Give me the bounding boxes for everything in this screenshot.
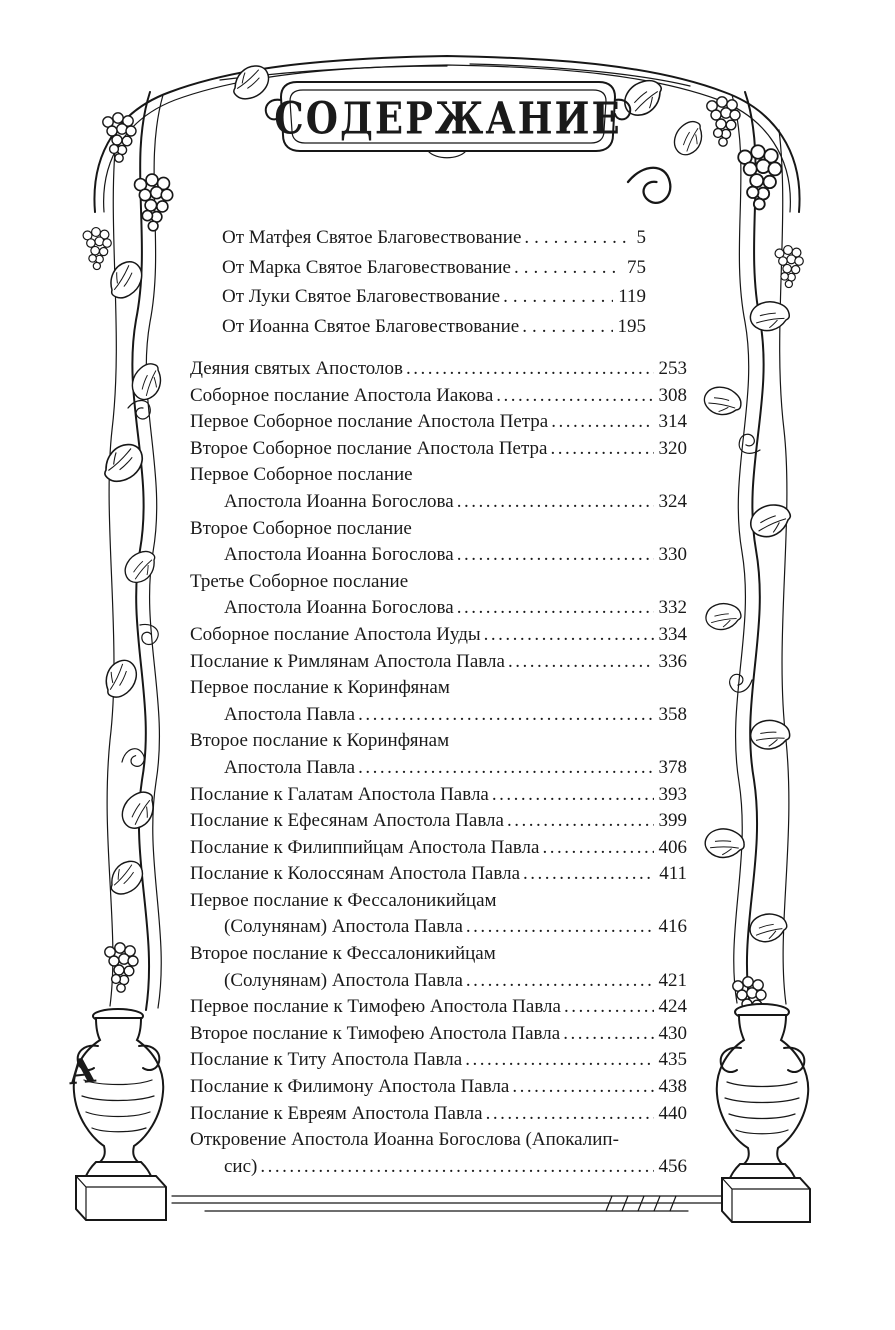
toc-row bbox=[190, 516, 687, 543]
toc-entry-title: Послание к Колоссянам Апостола Павла bbox=[190, 863, 521, 885]
dot-leader bbox=[465, 1047, 653, 1074]
dot-leader bbox=[457, 542, 654, 569]
right-vine-column bbox=[700, 92, 804, 1026]
toc-entry-title: Апостола Павла bbox=[224, 703, 356, 725]
toc-page-number: 411 bbox=[659, 863, 687, 885]
toc-row bbox=[190, 569, 687, 596]
gospels-list bbox=[222, 223, 646, 341]
toc-entry-title: (Солунянам) Апостола Павла bbox=[224, 916, 463, 938]
toc-entry-title: Второе послание к Коринфянам bbox=[190, 730, 450, 752]
toc-page-number: 330 bbox=[658, 544, 687, 566]
left-vase bbox=[74, 1009, 166, 1220]
dot-leader bbox=[522, 312, 612, 342]
toc-row bbox=[190, 1074, 687, 1101]
toc-row bbox=[190, 888, 687, 915]
dot-leader bbox=[508, 649, 654, 676]
toc-entry-title: Откровение Апостола Иоанна Богослова (Апокалип- bbox=[190, 1129, 619, 1151]
toc-entry-title: Первое послание к Тимофею Апостола Павла bbox=[190, 996, 561, 1018]
toc-page-number: 336 bbox=[658, 650, 687, 672]
dot-leader bbox=[466, 914, 654, 941]
toc-row bbox=[190, 861, 687, 888]
toc-page-number: 119 bbox=[618, 286, 646, 307]
toc-entry-title: Послание к Галатам Апостола Павла bbox=[190, 783, 489, 805]
toc-page-number: 253 bbox=[658, 358, 687, 379]
toc-page-number: 435 bbox=[658, 1049, 687, 1071]
dot-leader bbox=[486, 1101, 654, 1128]
toc-page-number: 399 bbox=[658, 810, 687, 832]
toc-entry-title: Третье Соборное послание bbox=[190, 570, 409, 592]
toc-row bbox=[190, 808, 687, 835]
dot-leader bbox=[507, 808, 654, 835]
toc-entry-title: Послание к Римлянам Апостола Павла bbox=[190, 650, 505, 672]
dot-leader bbox=[563, 1021, 653, 1048]
toc-entry-title: Первое Соборное послание bbox=[190, 464, 413, 486]
dot-leader bbox=[492, 782, 654, 809]
toc-row bbox=[190, 755, 687, 782]
toc-page-number: 430 bbox=[658, 1022, 687, 1044]
toc-row bbox=[190, 994, 687, 1021]
toc-page-number: 324 bbox=[658, 490, 687, 512]
toc-entry-title: Послание к Ефесянам Апостола Павла bbox=[190, 810, 504, 832]
toc-row bbox=[222, 223, 646, 253]
toc-page-number: 421 bbox=[658, 969, 687, 991]
dot-leader bbox=[358, 702, 653, 729]
toc-entry-title: Второе Соборное послание Апостола Петра bbox=[190, 437, 548, 459]
toc-page-number: 75 bbox=[627, 256, 646, 278]
toc-row bbox=[190, 462, 687, 489]
toc-row bbox=[190, 1021, 687, 1048]
toc-entry-title: Соборное послание Апостола Иуды bbox=[190, 623, 481, 645]
toc-entry-title: Деяния святых Апостолов bbox=[190, 358, 403, 379]
toc-row bbox=[190, 489, 687, 516]
toc-page-number: 314 bbox=[658, 411, 687, 433]
toc-page-number: 378 bbox=[658, 756, 687, 778]
toc-page-number: 334 bbox=[658, 623, 687, 645]
toc-page-number: 438 bbox=[658, 1076, 687, 1098]
toc-entry-title: Послание к Филимону Апостола Павла bbox=[190, 1076, 510, 1098]
toc-page-number: 332 bbox=[658, 597, 687, 619]
toc-row bbox=[190, 1154, 687, 1181]
dot-leader bbox=[260, 1154, 653, 1181]
toc-row bbox=[190, 622, 687, 649]
toc-page-number: 440 bbox=[658, 1102, 687, 1124]
dot-leader bbox=[503, 282, 613, 312]
toc-row bbox=[190, 436, 687, 463]
toc-page-number: 416 bbox=[658, 916, 687, 938]
page-title: СОДЕРЖАНИЕ bbox=[274, 92, 622, 144]
ground-line bbox=[172, 1196, 722, 1211]
dot-leader bbox=[564, 994, 654, 1021]
toc-list bbox=[190, 356, 687, 1180]
toc-row bbox=[190, 782, 687, 809]
toc-row bbox=[222, 253, 646, 283]
toc-row bbox=[190, 675, 687, 702]
toc-entry-title: Соборное послание Апостола Иакова bbox=[190, 384, 494, 406]
toc-row bbox=[190, 702, 687, 729]
dot-leader bbox=[512, 1074, 653, 1101]
toc-entry-title: Послание к Титу Апостола Павла bbox=[190, 1049, 463, 1071]
toc-row bbox=[190, 542, 687, 569]
toc-row bbox=[190, 409, 687, 436]
left-vine-column bbox=[83, 92, 173, 1010]
toc-page-number: 5 bbox=[636, 227, 646, 248]
toc-row bbox=[190, 728, 687, 755]
toc-entry-title: Первое послание к Фессалоникийцам bbox=[190, 889, 497, 911]
toc-row bbox=[190, 356, 687, 383]
dot-leader bbox=[358, 755, 653, 782]
toc-entry-title: Второе послание к Фессалоникийцам bbox=[190, 943, 496, 965]
dot-leader bbox=[457, 595, 654, 622]
dot-leader bbox=[550, 436, 653, 463]
dot-leader bbox=[496, 383, 653, 410]
toc-entry-title: Послание к Филиппийцам Апостола Павла bbox=[190, 836, 540, 858]
toc-entry-title: Второе Соборное послание bbox=[190, 517, 412, 539]
toc-page-number: 308 bbox=[658, 384, 687, 406]
toc-entry-title: Второе послание к Тимофею Апостола Павла bbox=[190, 1022, 561, 1044]
toc-entry-title: Первое Соборное послание Апостола Петра bbox=[190, 411, 549, 433]
toc-page-number: 456 bbox=[658, 1155, 687, 1177]
toc-row bbox=[190, 941, 687, 968]
toc-entry-title: От Матфея Святое Благовествование bbox=[222, 227, 522, 248]
toc-page-number: 320 bbox=[658, 437, 687, 459]
dot-leader bbox=[406, 356, 654, 383]
toc-entry-title: Первое послание к Коринфянам bbox=[190, 677, 450, 699]
toc-row bbox=[190, 914, 687, 941]
toc-entry-title: Послание к Евреям Апостола Павла bbox=[190, 1102, 483, 1124]
toc-entry-title: Апостола Иоанна Богослова bbox=[224, 490, 454, 512]
toc-entry-title: (Солунянам) Апостола Павла bbox=[224, 969, 463, 991]
toc-entry-title: От Иоанна Святое Благовествование bbox=[222, 315, 520, 337]
toc-row bbox=[190, 835, 687, 862]
toc-row bbox=[190, 649, 687, 676]
toc-page-number: 195 bbox=[617, 315, 646, 337]
toc-entry-title: Апостола Павла bbox=[224, 756, 356, 778]
toc-page-number: 393 bbox=[658, 783, 687, 805]
dot-leader bbox=[466, 968, 654, 995]
toc-entry-title: сис) bbox=[224, 1155, 258, 1177]
dot-leader bbox=[457, 489, 654, 516]
toc-entry-title: Апостола Иоанна Богослова bbox=[224, 597, 454, 619]
toc-page-number: 424 bbox=[658, 996, 687, 1018]
toc-page-number: 358 bbox=[658, 703, 687, 725]
toc-row bbox=[190, 1127, 687, 1154]
toc-row bbox=[222, 312, 646, 342]
toc-page-number: 406 bbox=[658, 836, 687, 858]
toc-row bbox=[190, 968, 687, 995]
toc-entry-title: От Луки Святое Благовествование bbox=[222, 286, 501, 307]
right-vase bbox=[717, 1004, 810, 1222]
dot-leader bbox=[514, 253, 622, 283]
dot-leader bbox=[542, 835, 653, 862]
dot-leader bbox=[484, 622, 654, 649]
toc-row bbox=[190, 1101, 687, 1128]
toc-row bbox=[190, 595, 687, 622]
dot-leader bbox=[524, 223, 631, 253]
toc-entry-title: Апостола Иоанна Богослова bbox=[224, 544, 454, 566]
toc-row bbox=[190, 383, 687, 410]
toc-entry-title: От Марка Святое Благовествование bbox=[222, 256, 511, 278]
dot-leader bbox=[551, 409, 653, 436]
vase-monogram: А bbox=[65, 1050, 98, 1094]
toc-row bbox=[190, 1047, 687, 1074]
toc-row bbox=[222, 282, 646, 312]
dot-leader bbox=[523, 861, 654, 888]
